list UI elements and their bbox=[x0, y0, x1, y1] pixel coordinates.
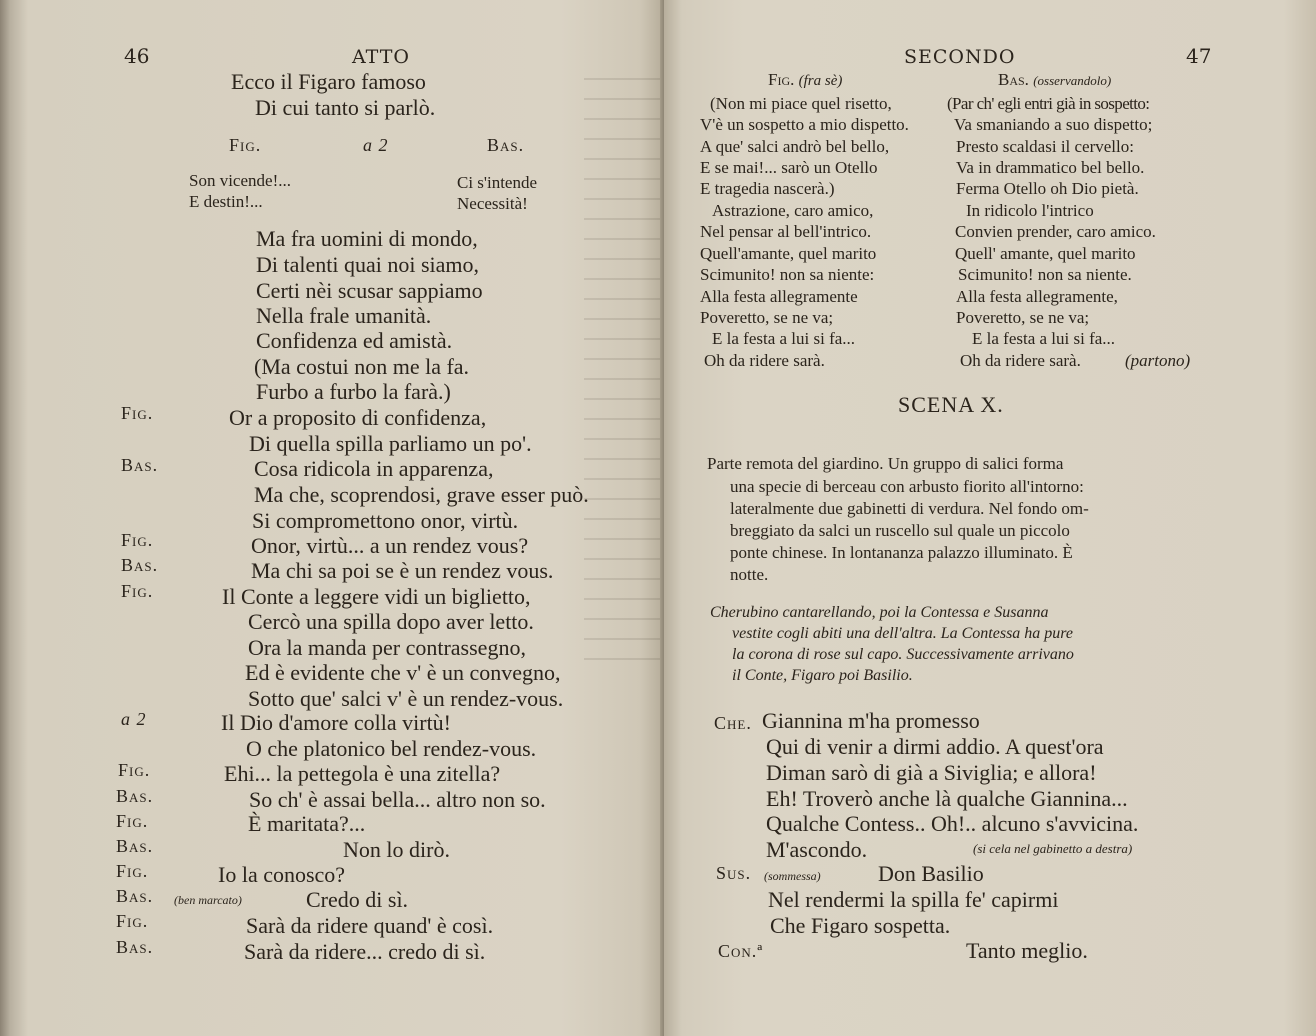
setting-line: lateralmente due gabinetti di verdura. Nel fondo om- bbox=[730, 499, 1089, 518]
verse-line: E la festa a lui si fa... bbox=[712, 329, 856, 348]
verse-line: O che platonico bel rendez-vous. bbox=[246, 736, 537, 761]
verse-line: Diman sarò di già a Siviglia; e allora! bbox=[766, 760, 1097, 785]
verse-line: M'ascondo. bbox=[766, 837, 868, 862]
verse-line: (Non mi piace quel risetto, bbox=[710, 94, 892, 113]
verse-line: V'è un sospetto a mio dispetto. bbox=[700, 115, 909, 134]
verse-line: Non lo dirò. bbox=[343, 837, 450, 862]
page-number: 46 bbox=[124, 44, 150, 68]
verse-line: Di cui tanto si parlò. bbox=[255, 95, 436, 120]
verse-line: Onor, virtù... a un rendez vous? bbox=[251, 533, 529, 558]
verse-line: Io la conosco? bbox=[218, 862, 346, 887]
verse-line: Cosa ridicola in apparenza, bbox=[254, 456, 494, 481]
verse-line: Ma che, scoprendosi, grave esser può. bbox=[254, 482, 589, 507]
scene-title: SCENA X. bbox=[898, 392, 1004, 417]
verse-line: Tanto meglio. bbox=[966, 938, 1088, 963]
verse-line: Il Dio d'amore colla virtù! bbox=[221, 710, 452, 735]
stage-direction: (si cela nel gabinetto a destra) bbox=[973, 841, 1133, 856]
right-page bbox=[664, 0, 1316, 1036]
verse-line: Nel pensar al bell'intrico. bbox=[700, 222, 872, 241]
verse-line: A que' salci andrò bel bello, bbox=[700, 137, 890, 156]
verse-line: Quell' amante, quel marito bbox=[955, 244, 1136, 263]
verse-line: È maritata?... bbox=[248, 811, 366, 836]
verse-line: Oh da ridere sarà. bbox=[960, 351, 1081, 370]
verse-line: Confidenza ed amistà. bbox=[256, 328, 453, 353]
running-head: SECONDO bbox=[904, 46, 1016, 68]
character-list-line: Cherubino cantarellando, poi la Contessa e Susanna bbox=[710, 604, 1049, 621]
verse-line: E la festa a lui si fa... bbox=[972, 329, 1116, 348]
verse-line: Si compromettono onor, virtù. bbox=[252, 508, 519, 533]
setting-line: una specie di berceau con arbusto fiorito all'intorno: bbox=[730, 477, 1084, 496]
stage-direction: (ben marcato) bbox=[174, 893, 242, 907]
speaker-label: Fig. bbox=[116, 911, 149, 931]
duet-marker: a 2 bbox=[121, 709, 147, 729]
verse-line: Ma chi sa poi se è un rendez vous. bbox=[251, 558, 554, 583]
page-number: 47 bbox=[1186, 44, 1212, 68]
speaker-label: Sus. bbox=[716, 863, 752, 883]
character-list-line: il Conte, Figaro poi Basilio. bbox=[732, 667, 913, 684]
verse-line: Nel rendermi la spilla fe' capirmi bbox=[768, 887, 1059, 912]
verse-line: Va smaniando a suo dispetto; bbox=[954, 115, 1153, 134]
verse-line: Scimunito! non sa niente. bbox=[958, 265, 1132, 284]
setting-line: breggiato da salci un ruscello sul quale un piccolo bbox=[730, 521, 1070, 540]
speaker-label: Fig. bbox=[116, 811, 149, 831]
speaker-label: Fig. bbox=[121, 530, 154, 550]
verse-line: Furbo a furbo la farà.) bbox=[256, 379, 451, 404]
speaker-label: Bas. bbox=[116, 937, 154, 957]
duet-line: E destin!... bbox=[189, 192, 263, 211]
duet-line: Son vicende!... bbox=[189, 171, 291, 190]
verse-line: Eh! Troverò anche là qualche Giannina... bbox=[766, 786, 1128, 811]
verse-line: Certi nèi scusar sappiamo bbox=[256, 278, 483, 303]
running-head: ATTO bbox=[352, 46, 410, 68]
speaker-label: Bas. bbox=[116, 786, 154, 806]
speaker-label: Fig. bbox=[229, 135, 262, 155]
speaker-label: Fig. bbox=[121, 581, 154, 601]
setting-line: ponte chinese. In lontananza palazzo illuminato. È bbox=[730, 543, 1073, 562]
column-head bbox=[768, 70, 842, 90]
character-list-line: vestite cogli abiti una dell'altra. La Contessa ha pure bbox=[732, 625, 1074, 642]
column-head bbox=[998, 70, 1111, 90]
setting-line: Parte remota del giardino. Un gruppo di salici forma bbox=[707, 454, 1064, 473]
verse-line: Giannina m'ha promesso bbox=[762, 708, 980, 733]
speaker-label: Bas. bbox=[487, 135, 525, 155]
verse-line: Cercò una spilla dopo aver letto. bbox=[248, 609, 534, 634]
show-through-text bbox=[584, 60, 664, 660]
verse-line: Astrazione, caro amico, bbox=[712, 201, 874, 220]
verse-line: Alla festa allegramente bbox=[700, 287, 858, 306]
verse-line: Qui di venir a dirmi addio. A quest'ora bbox=[766, 734, 1104, 759]
verse-line: So ch' è assai bella... altro non so. bbox=[249, 787, 546, 812]
verse-line: Oh da ridere sarà. bbox=[704, 351, 825, 370]
stage-direction: (sommessa) bbox=[764, 869, 821, 883]
speaker-label: Bas. bbox=[116, 886, 154, 906]
verse-line: Quell'amante, quel marito bbox=[700, 244, 877, 263]
verse-line: Scimunito! non sa niente: bbox=[700, 265, 875, 284]
stage-direction: (osservandolo) bbox=[1033, 73, 1112, 88]
verse-line: Nella frale umanità. bbox=[256, 303, 432, 328]
speaker-label: Fig. bbox=[118, 760, 151, 780]
verse-line: Va in drammatico bel bello. bbox=[956, 158, 1145, 177]
verse-line: Presto scaldasi il cervello: bbox=[956, 137, 1134, 156]
verse-line: Convien prender, caro amico. bbox=[955, 222, 1156, 241]
verse-line: Ferma Otello oh Dio pietà. bbox=[956, 179, 1139, 198]
verse-line: Sotto que' salci v' è un rendez-vous. bbox=[248, 686, 564, 711]
verse-line: In ridicolo l'intrico bbox=[966, 201, 1094, 220]
speaker-label: Con.ª bbox=[718, 941, 764, 961]
speaker-label: Bas. bbox=[116, 836, 154, 856]
verse-line: Ecco il Figaro famoso bbox=[231, 69, 426, 94]
verse-line: E tragedia nascerà.) bbox=[700, 179, 835, 198]
verse-line: (Ma costui non me la fa. bbox=[254, 354, 470, 379]
verse-line: Or a proposito di confidenza, bbox=[229, 405, 487, 430]
speaker-label: Che. bbox=[714, 713, 752, 733]
verse-line: Ehi... la pettegola è una zitella? bbox=[224, 761, 501, 786]
speaker-label: Fig. bbox=[768, 70, 795, 89]
duet-line: Ci s'intende bbox=[457, 173, 538, 192]
verse-line: Che Figaro sospetta. bbox=[770, 913, 951, 938]
verse-line: Alla festa allegramente, bbox=[956, 287, 1118, 306]
verse-line: Sarà da ridere... credo di sì. bbox=[244, 939, 486, 964]
verse-line: Don Basilio bbox=[878, 861, 984, 886]
verse-line: Qualche Contess.. Oh!.. alcuno s'avvicina. bbox=[766, 811, 1139, 836]
verse-line: (Par ch' egli entri già in sospetto: bbox=[947, 94, 1150, 113]
duet-line: Necessità! bbox=[457, 194, 528, 213]
character-list-line: la corona di rose sul capo. Successivamente arrivano bbox=[732, 646, 1074, 663]
speaker-label: Fig. bbox=[116, 861, 149, 881]
verse-line: Ora la manda per contrassegno, bbox=[248, 635, 526, 660]
verse-line: Credo di sì. bbox=[306, 887, 409, 912]
stage-direction: (fra sè) bbox=[798, 73, 843, 89]
stage-direction: (partono) bbox=[1125, 351, 1191, 370]
duet-marker: a 2 bbox=[363, 135, 389, 155]
verse-line: Di quella spilla parliamo un po'. bbox=[249, 431, 532, 456]
speaker-label: Bas. bbox=[121, 455, 159, 475]
verse-line: Ma fra uomini di mondo, bbox=[256, 226, 478, 251]
verse-line: Il Conte a leggere vidi un biglietto, bbox=[222, 584, 531, 609]
verse-line: E se mai!... sarò un Otello bbox=[700, 158, 878, 177]
verse-line: Ed è evidente che v' è un convegno, bbox=[245, 660, 561, 685]
speaker-label: Bas. bbox=[121, 555, 159, 575]
setting-line: notte. bbox=[730, 565, 769, 584]
speaker-label: Bas. bbox=[998, 70, 1029, 89]
verse-line: Di talenti quai noi siamo, bbox=[256, 252, 480, 277]
verse-line: Sarà da ridere quand' è così. bbox=[246, 913, 494, 938]
verse-line: Poveretto, se ne va; bbox=[700, 308, 834, 327]
speaker-label: Fig. bbox=[121, 403, 154, 423]
verse-line: Poveretto, se ne va; bbox=[956, 308, 1090, 327]
